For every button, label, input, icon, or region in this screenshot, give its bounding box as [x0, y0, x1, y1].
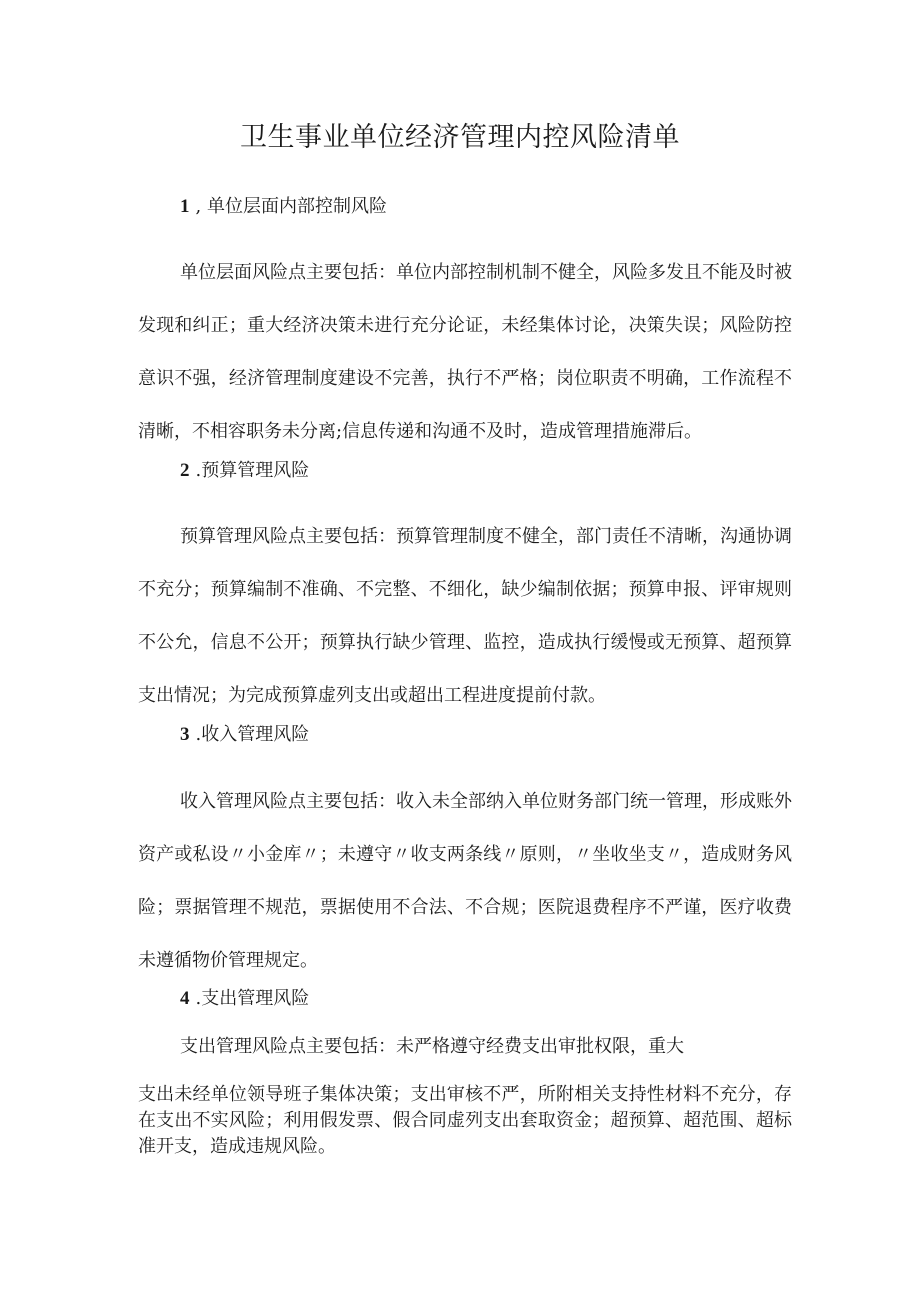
section-4-heading-text: .支出管理风险: [195, 988, 310, 1009]
section-4-first-line: 支出管理风险点主要包括：未严格遵守经费支出审批权限，重大: [180, 1036, 684, 1057]
section-4-paragraph: 支出未经单位领导班子集体决策；支出审核不严，所附相关支持性材料不充分，存在支出不实风险；利用假发票、假合同虚列支出套取资金；超预算、超范围、超标准开支，造成违规风险。: [138, 1084, 792, 1157]
section-2-heading: [180, 458, 309, 484]
section-3-heading: [180, 722, 309, 748]
document-title: 卫生事业单位经济管理内控风险清单: [240, 122, 680, 153]
section-1-paragraph: 单位层面风险点主要包括：单位内部控制机制不健全，风险多发且不能及时被发现和纠正；重大经济决策未进行充分论证，未经集体讨论，决策失误；风险防控意识不强，经济管理制度建设不完善，执行不严格；岗位职责不明确，工作流程不清晰，不相容职务未分离;信息传递和沟通不及时，造成管理措施滞后。: [138, 262, 792, 442]
section-3-paragraph: 收入管理风险点主要包括：收入未全部纳入单位财务部门统一管理，形成账外资产或私设〃小金库〃；未遵守〃收支两条线〃原则，〃坐收坐支〃，造成财务风险；票据管理不规范，票据使用不合法、不合规；医院退费程序不严谨，医疗收费未遵循物价管理规定。: [138, 791, 792, 971]
section-3-number: 3: [180, 724, 190, 745]
section-4-number: 4: [180, 988, 190, 1009]
section-3-heading-text: .收入管理风险: [195, 724, 310, 745]
section-4-heading: [180, 986, 309, 1012]
section-2-heading-text: .预算管理风险: [195, 460, 310, 481]
section-1-heading: [180, 194, 387, 220]
section-1-number: 1: [180, 196, 190, 217]
section-2-number: 2: [180, 460, 190, 481]
section-2-paragraph: 预算管理风险点主要包括：预算管理制度不健全，部门责任不清晰，沟通协调不充分；预算编制不准确、不完整、不细化，缺少编制依据；预算申报、评审规则不公允，信息不公开；预算执行缺少管理、监控，造成执行缓慢或无预算、超预算支出情况；为完成预算虚列支出或超出工程进度提前付款。: [138, 526, 792, 706]
section-1-heading-text: , 单位层面内部控制风险: [195, 196, 387, 217]
